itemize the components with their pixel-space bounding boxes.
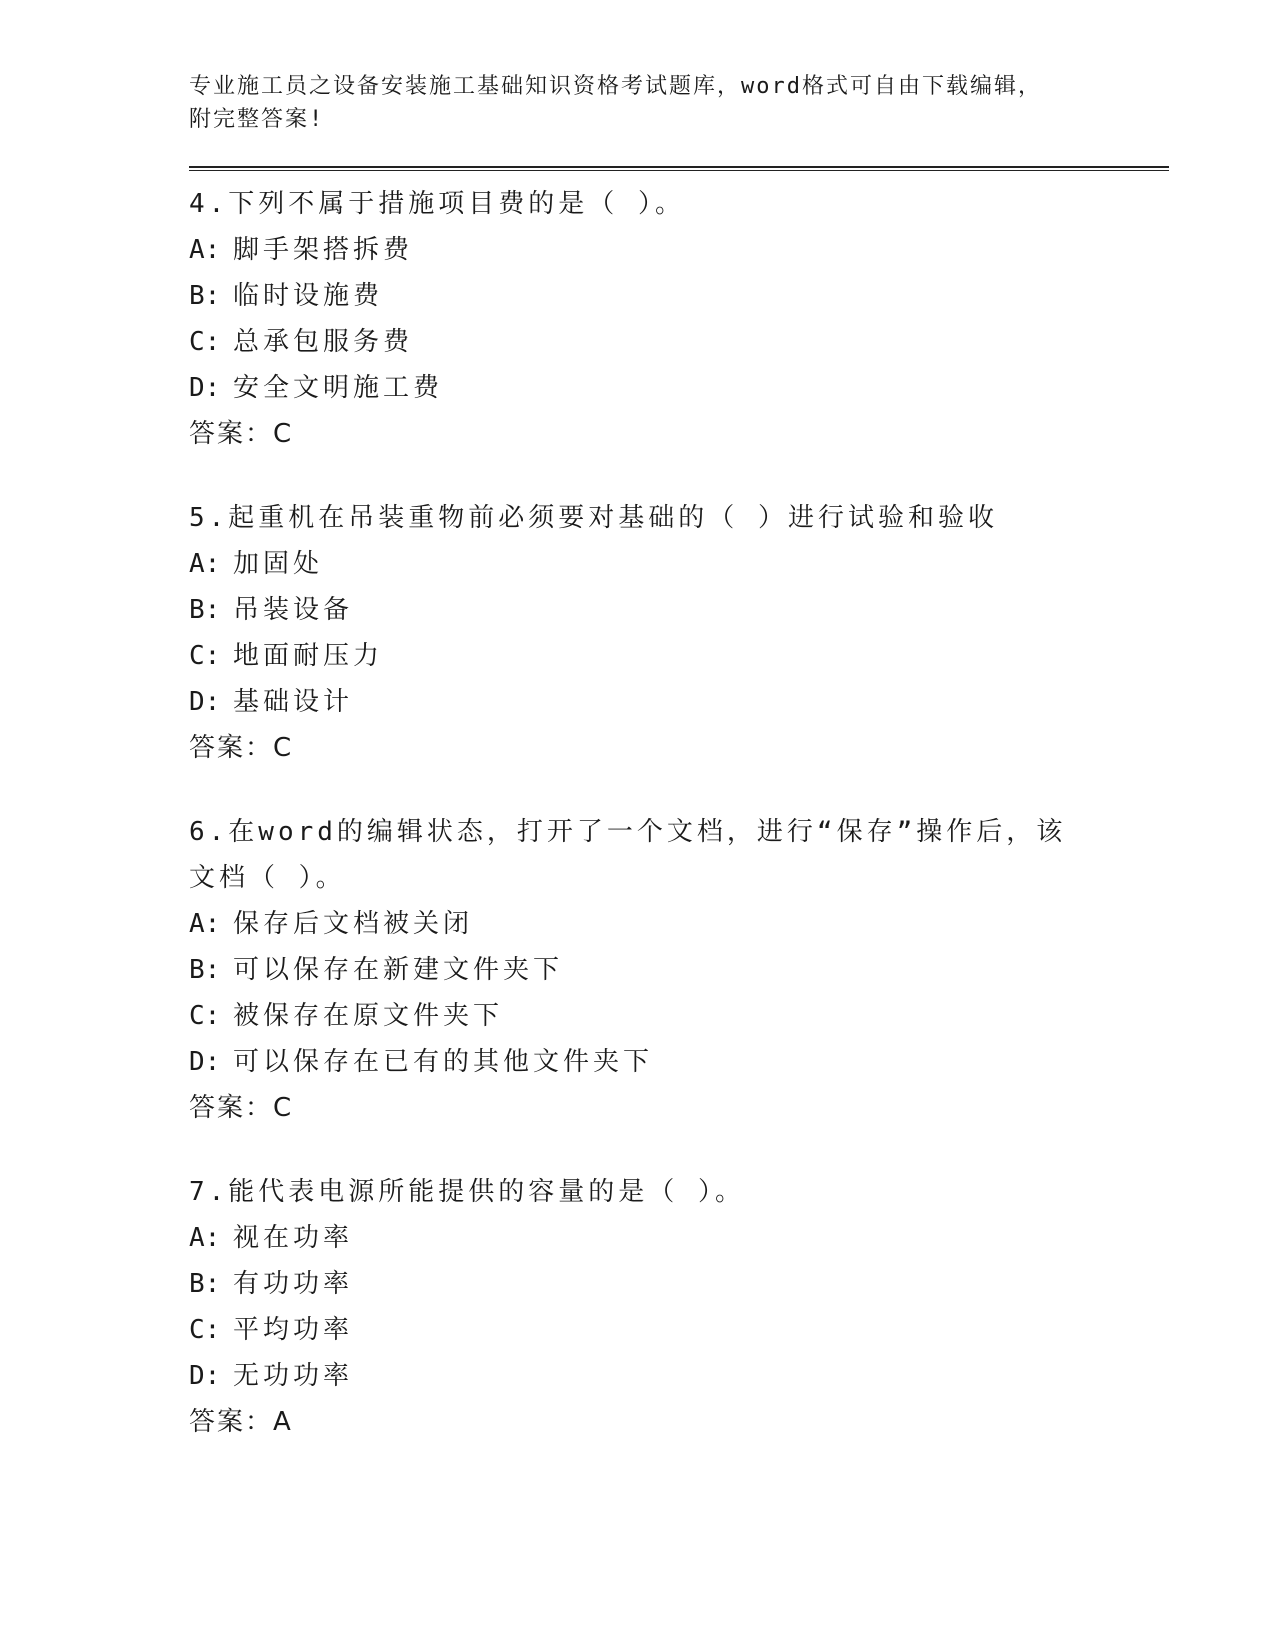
option-letter: B: — [189, 595, 221, 625]
option-text: 地面耐压力 — [233, 641, 384, 671]
option-letter: C: — [189, 327, 221, 357]
option-text: 有功功率 — [233, 1269, 354, 1299]
question-stem: 7.能代表电源所能提供的容量的是（ ）。 — [189, 1177, 745, 1207]
option-text: 平均功率 — [233, 1315, 354, 1345]
option-letter: A: — [189, 1223, 221, 1253]
option-b — [189, 587, 1169, 633]
option-text: 总承包服务费 — [233, 327, 414, 357]
option-letter: D: — [189, 373, 221, 403]
option-letter: B: — [189, 955, 221, 985]
answer-line: 答案：C — [189, 733, 294, 763]
option-text: 基础设计 — [233, 687, 354, 717]
question-6 — [189, 809, 1169, 1131]
option-d — [189, 1353, 1169, 1399]
option-text: 被保存在原文件夹下 — [233, 1001, 504, 1031]
option-c — [189, 1307, 1169, 1353]
option-b — [189, 1261, 1169, 1307]
option-d — [189, 679, 1169, 725]
question-stem: 6.在word的编辑状态，打开了一个文档，进行“保存”操作后，该文档（ ）。 — [189, 817, 1067, 893]
answer-line: 答案：C — [189, 1093, 294, 1123]
answer-line: 答案：A — [189, 1407, 293, 1437]
option-a — [189, 541, 1169, 587]
option-a — [189, 227, 1169, 273]
question-stem: 5.起重机在吊装重物前必须要对基础的（ ）进行试验和验收 — [189, 503, 998, 533]
question-4 — [189, 181, 1169, 457]
option-c — [189, 319, 1169, 365]
option-letter: A: — [189, 549, 221, 579]
option-c — [189, 633, 1169, 679]
option-letter: D: — [189, 687, 221, 717]
option-text: 视在功率 — [233, 1223, 354, 1253]
question-stem: 4.下列不属于措施项目费的是（ ）。 — [189, 189, 685, 219]
option-text: 无功功率 — [233, 1361, 354, 1391]
option-d — [189, 1039, 1169, 1085]
answer-line: 答案：C — [189, 419, 294, 449]
option-text: 临时设施费 — [233, 281, 384, 311]
question-5 — [189, 495, 1169, 771]
option-d — [189, 365, 1169, 411]
document-page — [189, 70, 1169, 1483]
option-text: 加固处 — [233, 549, 324, 579]
option-letter: D: — [189, 1361, 221, 1391]
option-letter: C: — [189, 1001, 221, 1031]
option-letter: A: — [189, 909, 221, 939]
option-letter: C: — [189, 1315, 221, 1345]
option-letter: A: — [189, 235, 221, 265]
option-text: 可以保存在新建文件夹下 — [233, 955, 564, 985]
question-7 — [189, 1169, 1169, 1445]
option-letter: C: — [189, 641, 221, 671]
option-letter: B: — [189, 281, 221, 311]
option-b — [189, 947, 1169, 993]
document-header — [189, 70, 1169, 136]
option-letter: D: — [189, 1047, 221, 1077]
option-a — [189, 901, 1169, 947]
header-line-2: 附完整答案! — [189, 107, 325, 132]
option-letter: B: — [189, 1269, 221, 1299]
option-b — [189, 273, 1169, 319]
option-text: 安全文明施工费 — [233, 373, 444, 403]
option-text: 可以保存在已有的其他文件夹下 — [233, 1047, 654, 1077]
option-text: 脚手架搭拆费 — [233, 235, 414, 265]
header-divider — [189, 166, 1169, 171]
option-text: 吊装设备 — [233, 595, 354, 625]
option-text: 保存后文档被关闭 — [233, 909, 474, 939]
option-a — [189, 1215, 1169, 1261]
header-line-1: 专业施工员之设备安装施工基础知识资格考试题库，word格式可自由下载编辑， — [189, 74, 1042, 99]
option-c — [189, 993, 1169, 1039]
question-list — [189, 181, 1169, 1445]
